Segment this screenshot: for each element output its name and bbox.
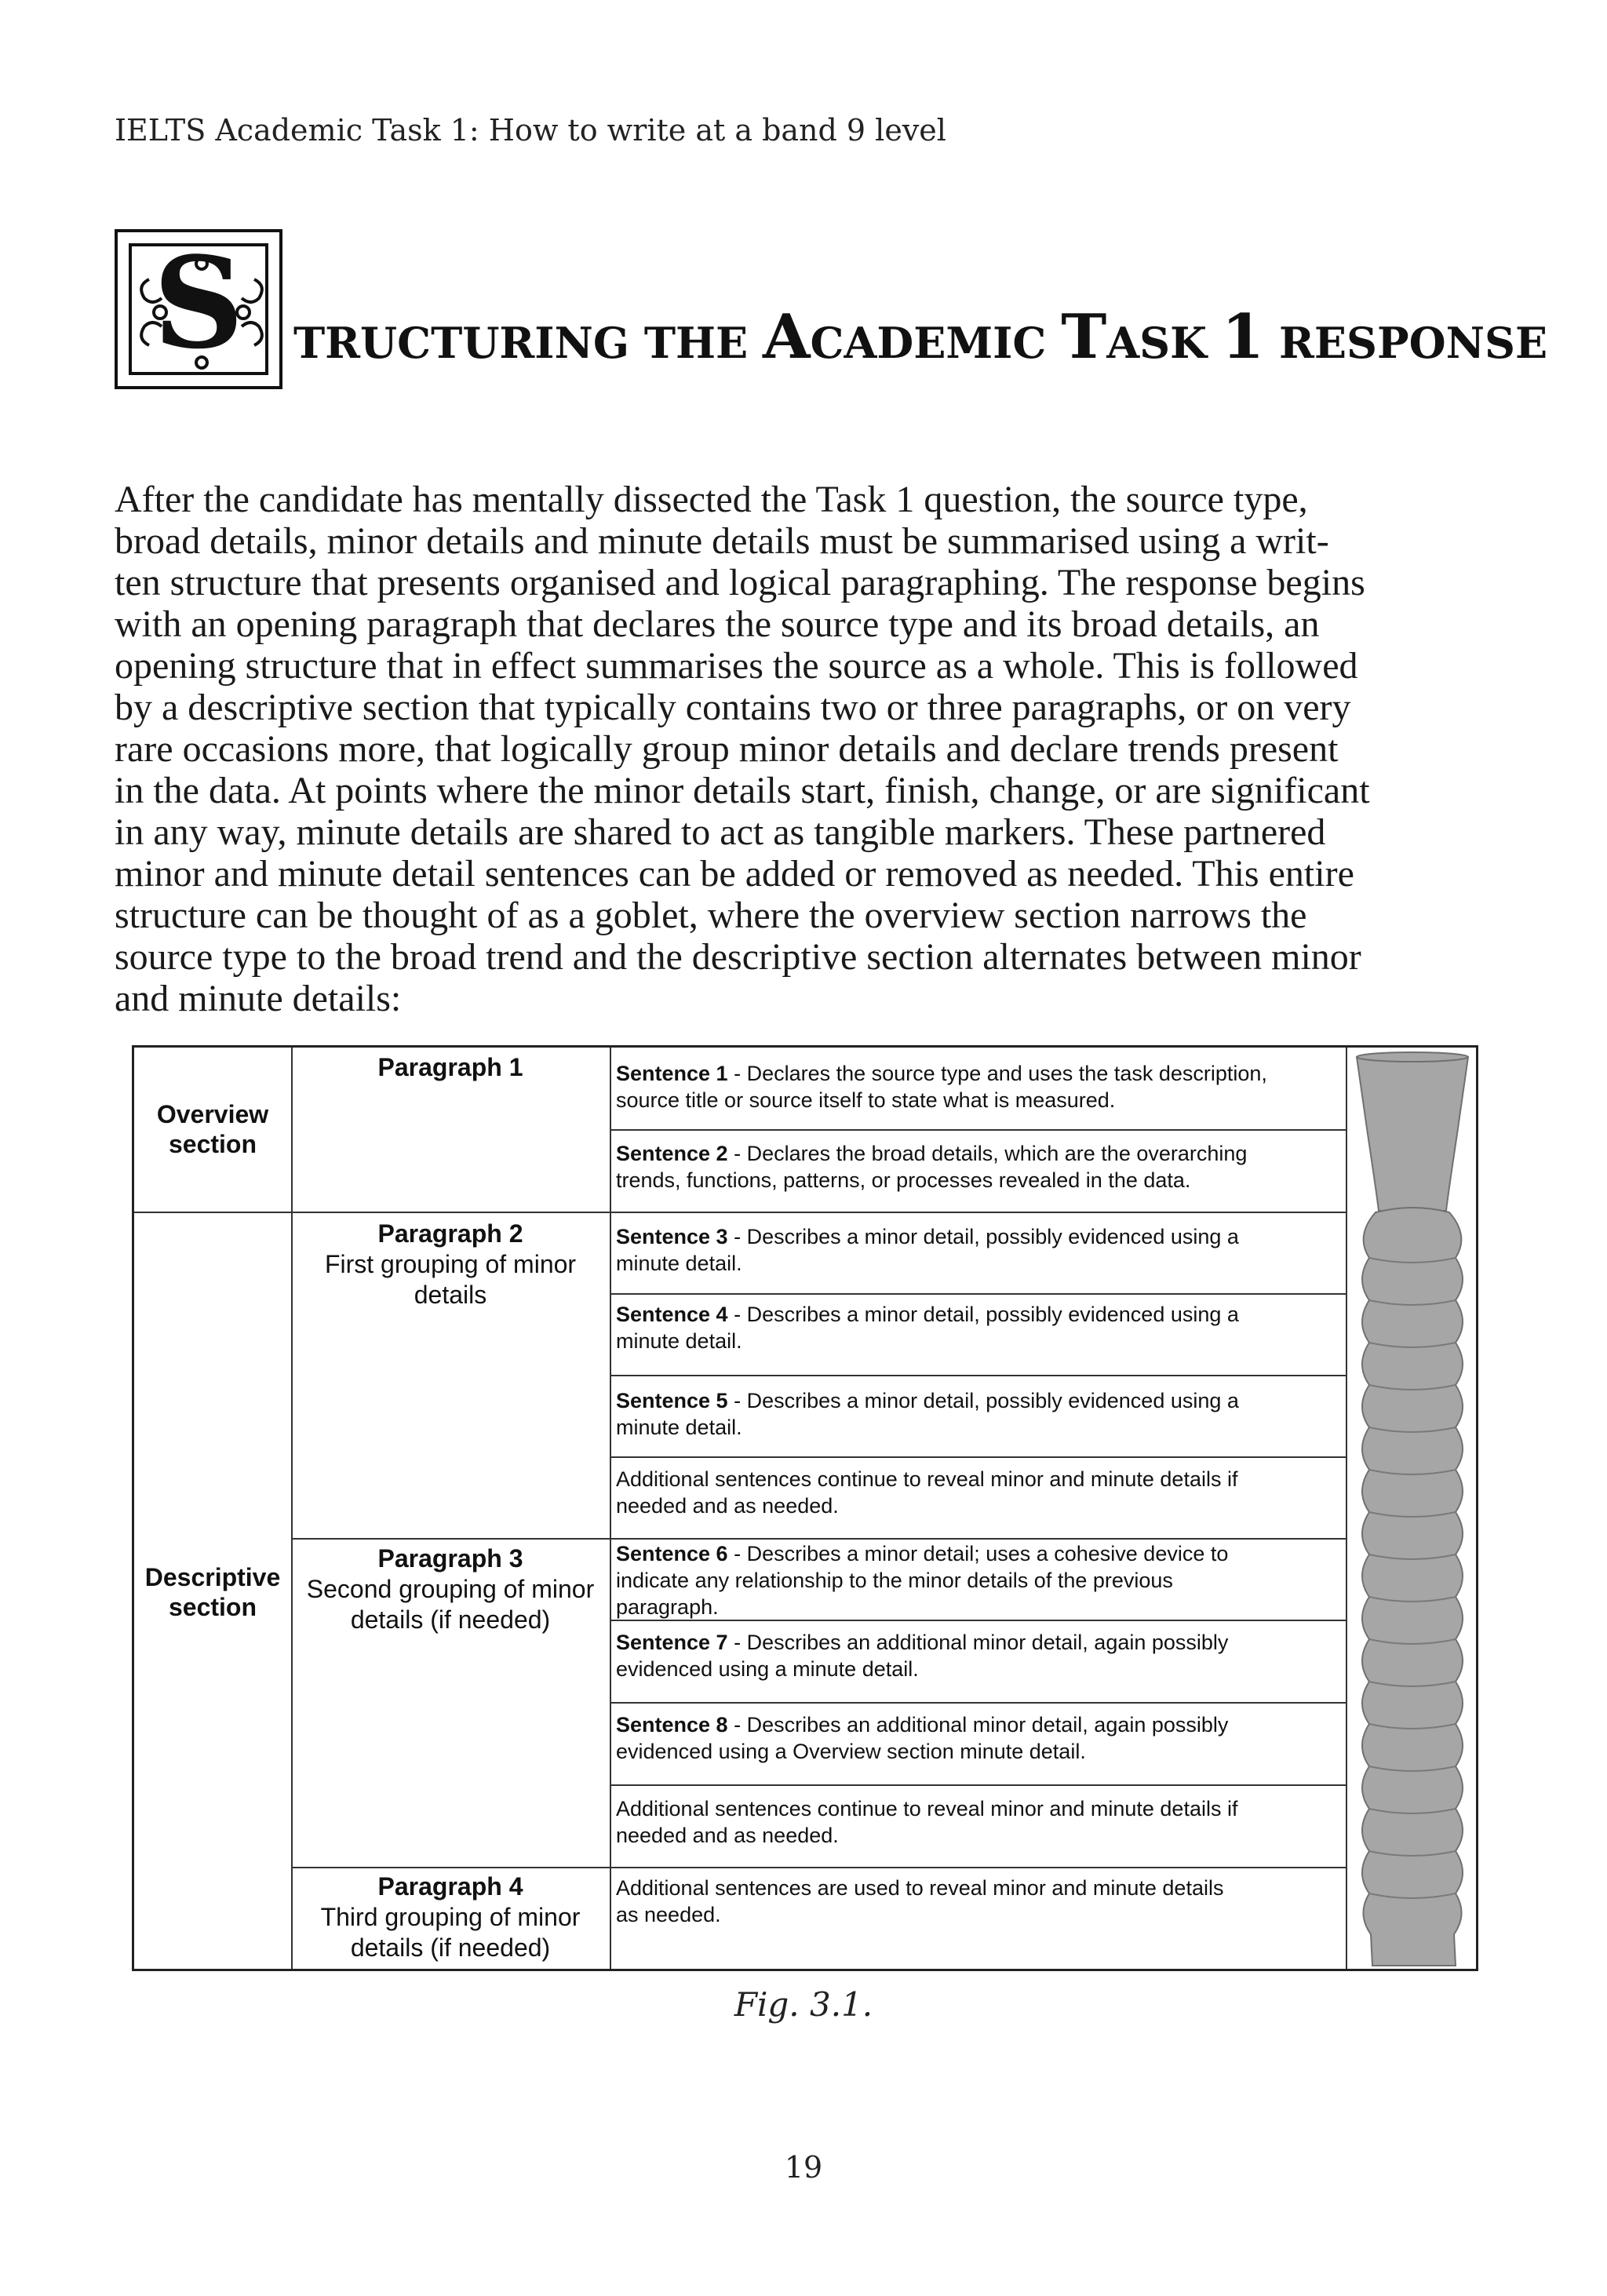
sentence-text: - Declares the broad details, which are the overarching xyxy=(727,1142,1248,1165)
sentence-label: Sentence 1 xyxy=(616,1062,728,1085)
page-number: 19 xyxy=(784,2150,823,2185)
divider xyxy=(610,1538,1346,1540)
sentence-text: - Describes an additional minor detail, again possibly xyxy=(727,1713,1229,1737)
heading-part: T xyxy=(1061,301,1107,373)
figure-caption: Fig. 3.1. xyxy=(734,1985,873,2024)
paragraph-desc: details xyxy=(414,1281,487,1309)
sentence-column xyxy=(610,1048,1347,1969)
heading-part: ASK xyxy=(1106,318,1222,368)
paragraph-title: Paragraph 1 xyxy=(377,1053,523,1081)
sentence-text: as needed. xyxy=(616,1903,721,1926)
sentence-text: needed and as needed. xyxy=(616,1494,839,1518)
goblet-icon xyxy=(1347,1048,1478,1969)
divider xyxy=(610,1702,1346,1704)
section-label-line: Overview xyxy=(156,1100,269,1128)
body-line: broad details, minor details and minute details must be summarised using a writ- xyxy=(115,520,1329,562)
heading-part: TRUCTURING THE xyxy=(293,318,763,368)
sentence-text: trends, functions, patterns, or processes revealed in the data. xyxy=(616,1168,1191,1192)
sentence-text: - Declares the source type and uses the task description, xyxy=(727,1062,1267,1085)
divider xyxy=(610,1212,1346,1213)
descriptive-section-label xyxy=(134,1562,291,1622)
sentence-label: Sentence 2 xyxy=(616,1142,728,1165)
sentence-label: Sentence 7 xyxy=(616,1631,728,1654)
heading-part: CADEMIC xyxy=(810,318,1062,368)
body-line: After the candidate has mentally dissected the Task 1 question, the source type, xyxy=(115,479,1308,520)
sentence-label: Sentence 3 xyxy=(616,1225,728,1248)
sentence-text: - Describes a minor detail, possibly evidenced using a xyxy=(727,1225,1239,1248)
body-paragraph xyxy=(115,479,1496,1019)
sentence-label: Sentence 8 xyxy=(616,1713,728,1737)
paragraph-title: Paragraph 3 xyxy=(377,1544,523,1573)
sentence-8 xyxy=(616,1711,1346,1765)
paragraph-column xyxy=(291,1048,611,1969)
section-label-line: section xyxy=(168,1130,257,1158)
body-line: by a descriptive section that typically contains two or three paragraphs, or on very xyxy=(115,687,1351,728)
heading-part: RESPONSE xyxy=(1264,318,1548,368)
paragraph-desc: Third grouping of minor xyxy=(320,1903,581,1931)
sentence-text: minute detail. xyxy=(616,1416,742,1439)
body-line: ten structure that presents organised and logical paragraphing. The response begins xyxy=(115,562,1365,603)
divider xyxy=(610,1867,1346,1868)
running-header: IELTS Academic Task 1: How to write at a band 9 level xyxy=(115,113,946,148)
sentence-text: evidenced using a Overview section minute detail. xyxy=(616,1740,1086,1763)
sentence-text: minute detail. xyxy=(616,1252,742,1275)
sentence-3 xyxy=(616,1223,1346,1277)
dropcap-letter: S xyxy=(153,229,244,377)
sentence-label: Sentence 4 xyxy=(616,1303,728,1326)
additional-sentences xyxy=(616,1466,1346,1519)
paragraph-title: Paragraph 2 xyxy=(377,1219,523,1248)
heading-part: 1 xyxy=(1221,301,1265,373)
sentence-text: indicate any relationship to the minor details of the previous xyxy=(616,1569,1173,1592)
section-label-line: Descriptive xyxy=(144,1563,281,1591)
paragraph-desc: Second grouping of minor xyxy=(306,1575,595,1603)
body-line: and minute details: xyxy=(115,978,402,1019)
additional-sentences xyxy=(616,1795,1346,1849)
body-line: source type to the broad trend and the descriptive section alternates between minor xyxy=(115,936,1361,978)
dropcap-ornament xyxy=(115,229,282,389)
sentence-text: source title or source itself to state what is measured. xyxy=(616,1088,1116,1112)
sentence-text: evidenced using a minute detail. xyxy=(616,1657,919,1681)
divider xyxy=(610,1784,1346,1786)
goblet-illustration xyxy=(1347,1048,1478,1969)
paragraph-3-heading xyxy=(291,1543,610,1635)
sentence-text: - Describes an additional minor detail, again possibly xyxy=(727,1631,1229,1654)
sentence-text: minute detail. xyxy=(616,1329,742,1353)
divider xyxy=(610,1620,1346,1621)
divider xyxy=(610,1456,1346,1458)
divider xyxy=(610,1293,1346,1295)
sentence-text: Additional sentences continue to reveal minor and minute details if xyxy=(616,1467,1238,1491)
paragraph-desc: details (if needed) xyxy=(350,1605,551,1634)
sentence-text: Additional sentences are used to reveal minor and minute details xyxy=(616,1876,1224,1900)
sentence-1 xyxy=(616,1060,1346,1113)
sentence-4 xyxy=(616,1301,1346,1354)
additional-sentences xyxy=(616,1875,1346,1928)
overview-section-label xyxy=(134,1099,291,1159)
sentence-label: Sentence 5 xyxy=(616,1389,728,1412)
structure-figure xyxy=(132,1045,1478,1971)
sentence-label: Sentence 6 xyxy=(616,1542,728,1565)
sentence-text: - Describes a minor detail, possibly evidenced using a xyxy=(727,1303,1239,1326)
sentence-text: needed and as needed. xyxy=(616,1824,839,1847)
paragraph-desc: details (if needed) xyxy=(350,1933,551,1962)
sentence-6 xyxy=(616,1540,1346,1620)
section-label-line: section xyxy=(168,1593,257,1621)
body-line: structure can be thought of as a goblet, where the overview section narrows the xyxy=(115,895,1307,936)
sentence-5 xyxy=(616,1387,1346,1441)
paragraph-desc: First grouping of minor xyxy=(324,1250,577,1278)
body-line: with an opening paragraph that declares the source type and its broad details, an xyxy=(115,603,1320,645)
body-line: minor and minute detail sentences can be added or removed as needed. This entire xyxy=(115,853,1354,895)
sentence-text: Additional sentences continue to reveal minor and minute details if xyxy=(616,1797,1238,1820)
heading-part: A xyxy=(762,301,811,373)
body-line: in any way, minute details are shared to act as tangible markers. These partnered xyxy=(115,811,1326,853)
divider xyxy=(291,1212,610,1213)
body-line: opening structure that in effect summarises the source as a whole. This is followed xyxy=(115,645,1358,687)
divider xyxy=(291,1867,610,1868)
sentence-text: paragraph. xyxy=(616,1595,719,1619)
divider xyxy=(291,1538,610,1540)
paragraph-4-heading xyxy=(291,1871,610,1963)
chapter-heading xyxy=(115,229,1548,394)
sentence-text: - Describes a minor detail, possibly evidenced using a xyxy=(727,1389,1239,1412)
divider xyxy=(610,1129,1346,1131)
section-column xyxy=(134,1048,293,1969)
sentence-2 xyxy=(616,1140,1346,1194)
divider xyxy=(134,1212,291,1213)
body-line: rare occasions more, that logically group minor details and declare trends present xyxy=(115,728,1339,770)
paragraph-title: Paragraph 4 xyxy=(377,1872,523,1901)
sentence-text: - Describes a minor detail; uses a cohesive device to xyxy=(727,1542,1229,1565)
heading-title xyxy=(293,301,1547,373)
paragraph-1-heading xyxy=(291,1052,610,1083)
divider xyxy=(610,1375,1346,1376)
paragraph-2-heading xyxy=(291,1219,610,1310)
sentence-7 xyxy=(616,1629,1346,1682)
body-line: in the data. At points where the minor details start, finish, change, or are significant xyxy=(115,770,1370,811)
